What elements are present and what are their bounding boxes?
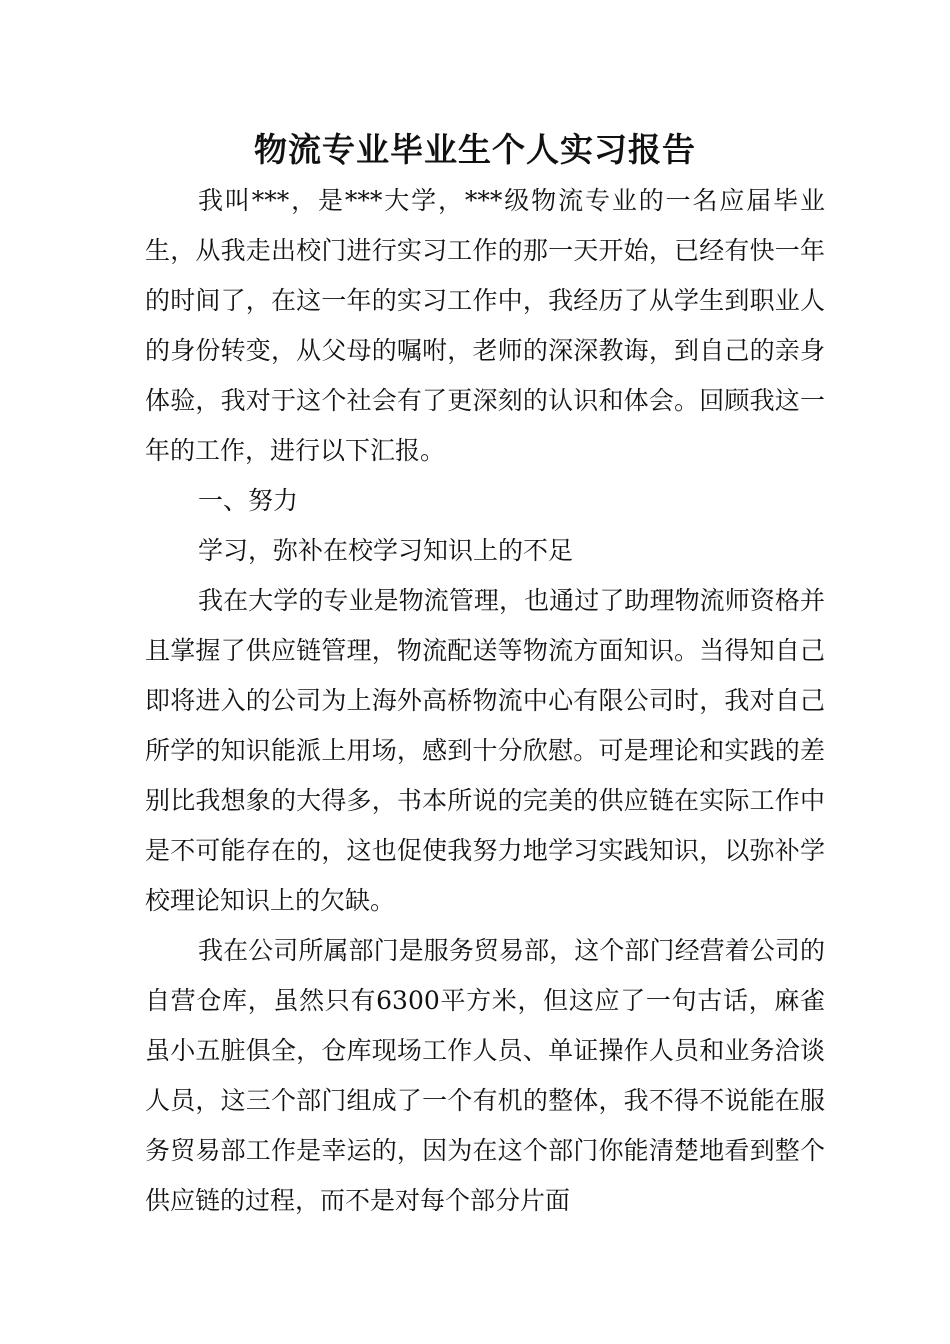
paragraph-department-work: 我在公司所属部门是服务贸易部，这个部门经营着公司的自营仓库，虽然只有6300平方米，但这应了一句古话，麻雀虽小五脏俱全，仓库现场工作人员、单证操作人员和业务洽谈人员，这三个部门组成了一个有机的整体，我不得不说能在服务贸易部工作是幸运的，因为在这个部门你能清楚地看到整个供应链的过程，而不是对每个部分片面: [145, 936, 825, 1215]
subheading-learning: 学习，弥补在校学习知识上的不足: [198, 536, 574, 565]
document-body: [145, 176, 825, 1226]
paragraph-introduction: 我叫***，是***大学，***级物流专业的一名应届毕业生，从我走出校门进行实习工作的那一天开始，已经有快一年的时间了，在这一年的实习工作中，我经历了从学生到职业人的身份转变，从父母的嘱咐，老师的深深教诲，到自己的亲身体验，我对于这个社会有了更深刻的认识和体会。回顾我这一年的工作，进行以下汇报。: [145, 186, 825, 465]
paragraph-major-study: 我在大学的专业是物流管理，也通过了助理物流师资格并且掌握了供应链管理，物流配送等物流方面知识。当得知自己即将进入的公司为上海外高桥物流中心有限公司时，我对自己所学的知识能派上用场，感到十分欣慰。可是理论和实践的差别比我想象的大得多，书本所说的完美的供应链在实际工作中是不可能存在的，这也促使我努力地学习实践知识，以弥补学校理论知识上的欠缺。: [145, 586, 825, 915]
section-heading-effort: 一、努力: [198, 486, 299, 515]
document-title: 物流专业毕业生个人实习报告: [254, 130, 696, 169]
